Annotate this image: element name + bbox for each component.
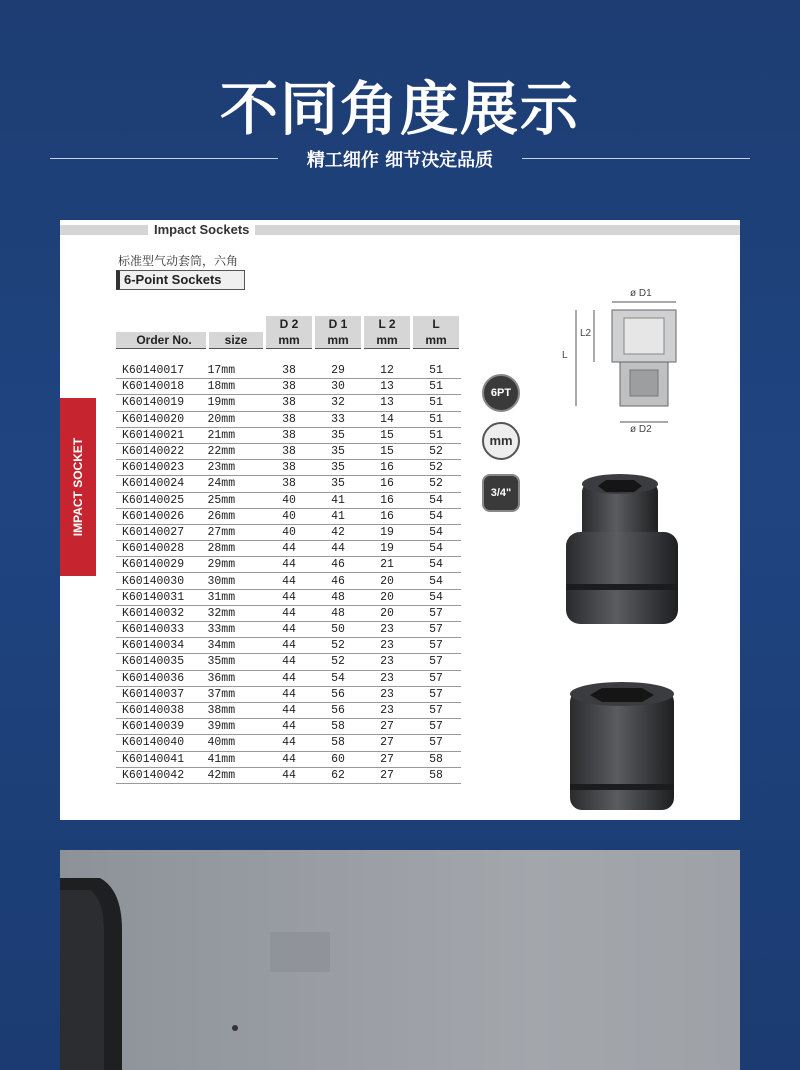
l2-cell: 20 [363,605,412,621]
d1-cell: 52 [314,654,363,670]
l2-cell: 23 [363,702,412,718]
d1-cell: 41 [314,492,363,508]
table-row [116,508,461,524]
order-no-cell: K60140042 [116,767,208,783]
d1-cell: 56 [314,702,363,718]
table-row [116,654,461,670]
product-subtitle: 6-Point Sockets [116,270,245,290]
d2-cell: 44 [265,719,314,735]
l-cell: 57 [412,719,461,735]
size-cell: 23mm [208,460,265,476]
table-row [116,476,461,492]
l2-cell: 21 [363,557,412,573]
six-point-label: 6PT [490,387,512,399]
l2-cell: 14 [363,411,412,427]
d1-cell: 48 [314,589,363,605]
table-row [116,460,461,476]
l-cell: 57 [412,702,461,718]
l-cell: 57 [412,670,461,686]
col-l2: L 2 [363,316,412,332]
divider-right [522,158,750,159]
d2-cell: 44 [265,638,314,654]
l-cell: 57 [412,605,461,621]
l2-cell: 23 [363,670,412,686]
d2-cell: 44 [265,670,314,686]
section-label: Impact Sockets [148,220,255,239]
col-order-no: Order No. [116,332,208,349]
l2-cell: 16 [363,492,412,508]
l-cell: 58 [412,751,461,767]
d2-cell: 44 [265,702,314,718]
d1-cell: 29 [314,363,363,379]
l2-cell: 13 [363,379,412,395]
size-cell: 34mm [208,638,265,654]
l2-cell: 20 [363,573,412,589]
d1-cell: 30 [314,379,363,395]
d2-cell: 38 [265,476,314,492]
l2-cell: 27 [363,719,412,735]
spec-table [116,316,462,784]
d1-cell: 35 [314,427,363,443]
d1-cell: 46 [314,557,363,573]
table-header-top [116,316,461,332]
d2-cell: 40 [265,492,314,508]
table-row [116,427,461,443]
table-row [116,541,461,557]
d2-cell: 38 [265,363,314,379]
d2-cell: 38 [265,443,314,459]
size-cell: 19mm [208,395,265,411]
d2-cell: 38 [265,411,314,427]
order-no-cell: K60140027 [116,524,208,540]
l2-cell: 23 [363,686,412,702]
order-no-cell: K60140034 [116,638,208,654]
product-photo [60,850,740,1070]
order-no-cell: K60140033 [116,622,208,638]
mm-badge [482,422,520,460]
order-no-cell: K60140021 [116,427,208,443]
l2-cell: 16 [363,460,412,476]
l-cell: 51 [412,363,461,379]
table-row [116,605,461,621]
l-cell: 52 [412,443,461,459]
d2-cell: 38 [265,460,314,476]
l2-cell: 16 [363,476,412,492]
d2-cell: 44 [265,573,314,589]
l-cell: 57 [412,654,461,670]
order-no-cell: K60140040 [116,735,208,751]
l2-cell: 15 [363,427,412,443]
order-no-cell: K60140018 [116,379,208,395]
size-cell: 29mm [208,557,265,573]
l-cell: 54 [412,492,461,508]
d2-cell: 44 [265,557,314,573]
size-cell: 37mm [208,686,265,702]
d2-cell: 40 [265,508,314,524]
l2-cell: 27 [363,735,412,751]
table-row [116,443,461,459]
table-row [116,767,461,783]
table-row [116,638,461,654]
d2-cell: 38 [265,395,314,411]
order-no-cell: K60140029 [116,557,208,573]
l-cell: 54 [412,573,461,589]
size-cell: 32mm [208,605,265,621]
d1-cell: 35 [314,460,363,476]
d1-cell: 58 [314,719,363,735]
l2-cell: 20 [363,589,412,605]
side-tab-label: IMPACT SOCKET [71,437,85,537]
d2-cell: 44 [265,751,314,767]
col-l: L [412,316,461,332]
l-cell: 57 [412,622,461,638]
l2-cell: 15 [363,443,412,459]
table-row [116,363,461,379]
size-cell: 40mm [208,735,265,751]
l2-label: L2 [580,328,592,339]
table-row [116,492,461,508]
size-cell: 18mm [208,379,265,395]
order-no-cell: K60140038 [116,702,208,718]
size-cell: 26mm [208,508,265,524]
drive-size-badge [482,474,520,512]
side-tab [60,398,96,576]
d1-cell: 62 [314,767,363,783]
table-body [116,363,461,783]
d2-cell: 44 [265,622,314,638]
size-cell: 35mm [208,654,265,670]
l-cell: 57 [412,735,461,751]
order-no-cell: K60140017 [116,363,208,379]
col-unit-l2: mm [363,332,412,349]
d2-cell: 44 [265,541,314,557]
d2-cell: 44 [265,589,314,605]
d1-cell: 44 [314,541,363,557]
col-size: size [208,332,265,349]
d2-cell: 44 [265,767,314,783]
size-cell: 33mm [208,622,265,638]
d1-cell: 54 [314,670,363,686]
l2-cell: 19 [363,541,412,557]
size-cell: 36mm [208,670,265,686]
l-cell: 54 [412,508,461,524]
table-row [116,686,461,702]
l-cell: 57 [412,638,461,654]
table-header-bottom [116,332,461,349]
l2-cell: 16 [363,508,412,524]
d2-cell: 44 [265,654,314,670]
size-cell: 28mm [208,541,265,557]
size-cell: 42mm [208,767,265,783]
size-cell: 25mm [208,492,265,508]
l2-cell: 19 [363,524,412,540]
d1-cell: 50 [314,622,363,638]
size-cell: 21mm [208,427,265,443]
table-row [116,589,461,605]
order-no-cell: K60140041 [116,751,208,767]
size-cell: 41mm [208,751,265,767]
socket-closeup-image [60,850,740,1070]
table-row [116,573,461,589]
table-row [116,751,461,767]
table-row [116,411,461,427]
size-cell: 17mm [208,363,265,379]
col-d1: D 1 [314,316,363,332]
d1-cell: 42 [314,524,363,540]
l-cell: 51 [412,379,461,395]
d1-cell: 52 [314,638,363,654]
d1-cell: 46 [314,573,363,589]
col-unit-d1: mm [314,332,363,349]
order-no-cell: K60140020 [116,411,208,427]
l2-cell: 23 [363,654,412,670]
col-d2: D 2 [265,316,314,332]
size-cell: 24mm [208,476,265,492]
table-row [116,395,461,411]
page-title: 不同角度展示 [219,75,580,143]
d2-cell: 38 [265,427,314,443]
size-cell: 20mm [208,411,265,427]
d1-cell: 56 [314,686,363,702]
size-cell: 39mm [208,719,265,735]
d1-cell: 60 [314,751,363,767]
mm-label: mm [489,433,513,448]
size-cell: 27mm [208,524,265,540]
l-cell: 54 [412,524,461,540]
l2-cell: 13 [363,395,412,411]
table-row [116,557,461,573]
d2-cell: 44 [265,735,314,751]
d1-cell: 41 [314,508,363,524]
size-cell: 38mm [208,702,265,718]
table-row [116,670,461,686]
product-title-cn: 标准型气动套筒，六角 [118,254,239,268]
size-cell: 30mm [208,573,265,589]
table-row [116,702,461,718]
order-no-cell: K60140031 [116,589,208,605]
six-point-badge [482,374,520,412]
order-no-cell: K60140037 [116,686,208,702]
col-unit-d2: mm [265,332,314,349]
l-cell: 52 [412,460,461,476]
l-cell: 57 [412,686,461,702]
l-cell: 51 [412,411,461,427]
d1-cell: 58 [314,735,363,751]
order-no-cell: K60140024 [116,476,208,492]
d1-cell: 35 [314,443,363,459]
l2-cell: 12 [363,363,412,379]
subtitle-row [50,146,750,172]
table-row [116,719,461,735]
drive-size-label: 3/4" [490,487,512,499]
order-no-cell: K60140030 [116,573,208,589]
d2-label: ø D2 [630,424,652,435]
order-no-cell: K60140039 [116,719,208,735]
order-no-cell: K60140023 [116,460,208,476]
col-unit-l: mm [412,332,461,349]
order-no-cell: K60140026 [116,508,208,524]
page-subtitle: 精工细作 细节决定品质 [306,150,494,171]
l-cell: 54 [412,589,461,605]
socket-photo-straight [560,680,690,820]
l-cell: 54 [412,557,461,573]
l-cell: 54 [412,541,461,557]
d1-label: ø D1 [630,288,652,299]
order-no-cell: K60140036 [116,670,208,686]
catalog-panel [60,220,740,820]
l2-cell: 23 [363,638,412,654]
order-no-cell: K60140028 [116,541,208,557]
l-cell: 58 [412,767,461,783]
l2-cell: 23 [363,622,412,638]
dimension-diagram [550,288,730,448]
d2-cell: 44 [265,686,314,702]
order-no-cell: K60140025 [116,492,208,508]
order-no-cell: K60140035 [116,654,208,670]
order-no-cell: K60140032 [116,605,208,621]
l-cell: 51 [412,427,461,443]
l-cell: 52 [412,476,461,492]
l-label: L [562,350,568,361]
d2-cell: 44 [265,605,314,621]
size-cell: 31mm [208,589,265,605]
order-no-cell: K60140022 [116,443,208,459]
table-row [116,622,461,638]
l2-cell: 27 [363,751,412,767]
table-row [116,379,461,395]
d1-cell: 48 [314,605,363,621]
d1-cell: 32 [314,395,363,411]
d2-cell: 40 [265,524,314,540]
table-row [116,735,461,751]
size-cell: 22mm [208,443,265,459]
socket-photo-stepped [560,472,690,642]
order-no-cell: K60140019 [116,395,208,411]
l-cell: 51 [412,395,461,411]
d2-cell: 38 [265,379,314,395]
table-row [116,524,461,540]
l2-cell: 27 [363,767,412,783]
d1-cell: 33 [314,411,363,427]
d1-cell: 35 [314,476,363,492]
